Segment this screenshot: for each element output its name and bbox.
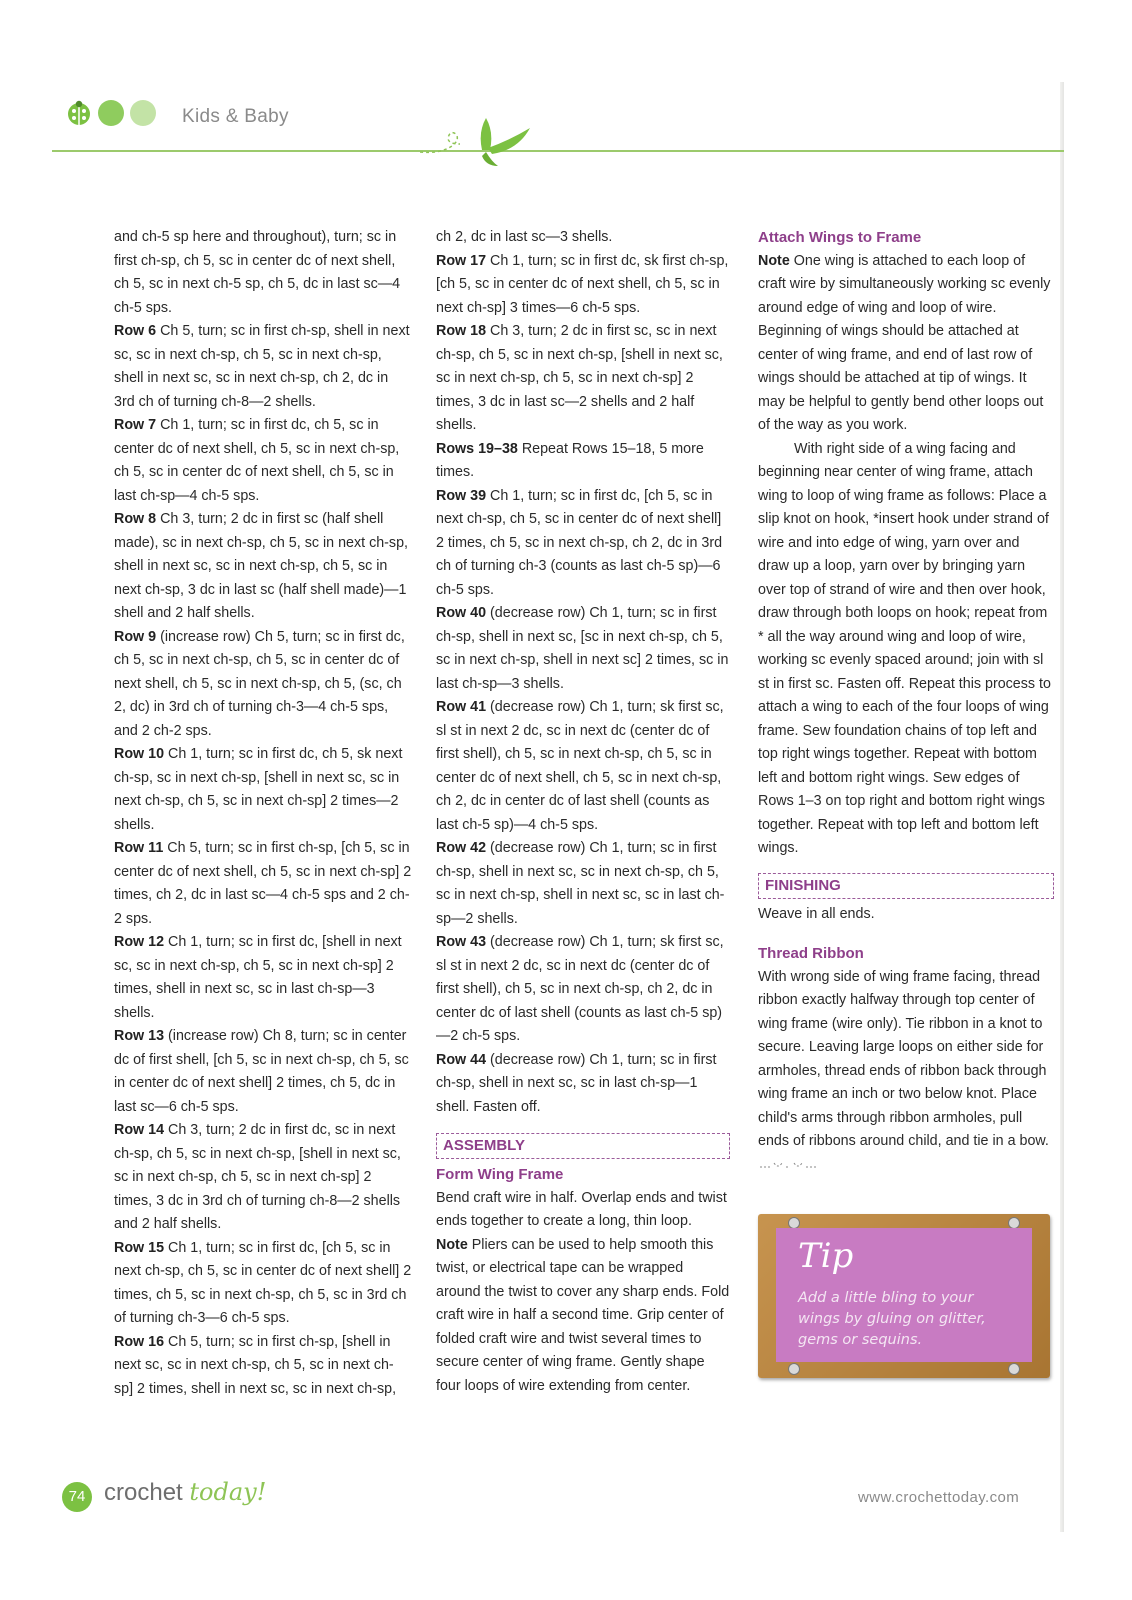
row-instruction: Row 6 Ch 5, turn; sc in first ch-sp, shell in next sc, sc in next ch-sp, ch 5, sc in next ch-sp, shell in next sc, sc in next ch-sp, ch 2, dc in 3rd ch of turning ch-8—2 shells. [114, 323, 410, 410]
tip-text: Add a little bling to your wings by gluing on glitter, gems or sequins. [798, 1290, 986, 1348]
note-paragraph: Note Pliers can be used to help smooth this twist, or electrical tape can be wrapped around the twist to cover any sharp ends. Fold craft wire in half a second time. Grip center of folded craft wire and twist several times to secure center of wing frame. Gently shape four loops of wire extending from center. [436, 1236, 730, 1394]
finishing-heading: FINISHING [758, 873, 1054, 899]
attach-wings-heading: Attach Wings to Frame [758, 229, 922, 246]
row-instruction: Row 14 Ch 3, turn; 2 dc in first dc, sc in next ch-sp, ch 5, sc in next ch-sp, [shell in next sc, sc in next ch-sp, ch 5, sc in next ch-sp] 2 times, 3 dc in 3rd ch of turning ch-8—2 shells and 2 half shells. [114, 1122, 401, 1232]
note-paragraph: Note One wing is attached to each loop of craft wire by simultaneously working sc evenly around edge of wing and loop of wire. Beginning of wings should be attached at center of wing frame, and end of last row of wings should be attached at tip of wings. It may be helpful to gently bend other loops out of the way as you work. [758, 252, 1051, 433]
thread-ribbon-heading: Thread Ribbon [758, 945, 864, 962]
assembly-heading: ASSEMBLY [436, 1133, 730, 1159]
page-number: 74 [62, 1482, 92, 1512]
brand-logo: crochet today! [104, 1478, 267, 1506]
website-url: www.crochettoday.com [858, 1489, 1020, 1506]
row-instruction: Rows 19–38 Repeat Rows 15–18, 5 more times. [436, 440, 704, 480]
header-dots [66, 100, 156, 126]
row-instruction: Row 16 Ch 5, turn; sc in first ch-sp, [shell in next sc, sc in next ch-sp, ch 5, sc in next ch-sp] 2 times, shell in next sc, sc in next ch-sp, [114, 1333, 397, 1397]
row-instruction: Row 39 Ch 1, turn; sc in first dc, [ch 5, sc in next ch-sp, ch 5, sc in center dc of next shell] 2 times, ch 5, sc in next ch-sp, ch 2, dc in 3rd ch of turning ch-3 (counts as last ch-5 sp)—6 ch-5 sps. [436, 487, 723, 598]
section-title: Kids & Baby [182, 106, 289, 127]
row-instruction: Row 42 (decrease row) Ch 1, turn; sc in first ch-sp, shell in next sc, sc in next ch-sp, ch 5, sc in next ch-sp, shell in next sc, sc in last ch-sp—2 shells. [436, 840, 725, 927]
header-rule [52, 150, 1064, 152]
row-instruction: Row 13 (increase row) Ch 8, turn; sc in center dc of first shell, [ch 5, sc in next ch-sp, ch 5, sc in center dc of next shell] 2 times, ch 5, dc in last sc—6 ch-5 sps. [114, 1028, 409, 1115]
row-instruction: Row 15 Ch 1, turn; sc in first dc, [ch 5, sc in next ch-sp, ch 5, sc in center dc of next shell] 2 times, ch 5, sc in next ch-sp, ch 5, sc in 3rd ch of turning ch-3—6 ch-5 sps. [114, 1239, 412, 1326]
tip-panel [776, 1228, 1032, 1362]
page-edge [1060, 82, 1064, 1532]
row-instruction: Row 8 Ch 3, turn; 2 dc in first sc (half shell made), sc in next ch-sp, ch 5, sc in next ch-sp, shell in next sc, sc in next ch-sp, ch 5, sc in next ch-sp, 3 dc in last sc (half shell made)—1 shell and 2 half shells. [114, 511, 409, 621]
row-instruction: Row 41 (decrease row) Ch 1, turn; sk first sc, sl st in next 2 dc, sc in next dc (center dc of first shell), ch 5, sc in next ch-sp, ch 5, sc in center dc of next shell, ch 5, sc in next ch-sp, ch 2, dc in center dc of last shell (counts as last ch-5 sp)—4 ch-5 sps. [436, 699, 724, 833]
tip-title: Tip [798, 1236, 854, 1276]
column-1 [114, 226, 412, 1401]
form-wing-frame-heading: Form Wing Frame [436, 1166, 564, 1183]
row-instruction: Row 18 Ch 3, turn; 2 dc in first sc, sc in next ch-sp, ch 5, sc in next ch-sp, [shell in next sc, sc in next ch-sp, ch 5, sc in next ch-sp] 2 times, 3 dc in last sc—2 shells and 2 half shells. [436, 323, 723, 433]
row-instruction: Row 7 Ch 1, turn; sc in first dc, ch 5, sc in center dc of next shell, ch 5, sc in next ch-sp, ch 5, sc in center dc of next shell, ch 5, sc in last ch-sp—4 ch-5 sps. [114, 417, 400, 504]
row-instruction: Row 17 Ch 1, turn; sc in first dc, sk first ch-sp, [ch 5, sc in center dc of next shell, ch 5, sc in next ch-sp] 3 times—6 ch-5 sps. [436, 252, 729, 316]
nail-icon [1008, 1363, 1020, 1375]
text-paragraph: With wrong side of wing frame facing, thread ribbon exactly halfway through top center of wing frame (wire only). Tie ribbon in a knot to secure. Leaving large loops on either side for armholes, thread ends of ribbon back through wing frame an inch or two below knot. Place child's arms through ribbon armholes, pull ends of ribbons around child, and tie in a bow. [758, 966, 1054, 1178]
column-3 [758, 226, 1054, 1177]
row-instruction: Row 10 Ch 1, turn; sc in first dc, ch 5, sk next ch-sp, sc in next ch-sp, [shell in next sc, sc in next ch-sp, ch 5, sc in next ch-sp] 2 times—2 shells. [114, 746, 403, 833]
text-paragraph: With right side of a wing facing and beginning near center of wing frame, attach wing to loop of wing frame as follows: Place a slip knot on hook, *insert hook under strand of wire and into edge of wing, yarn over and draw up a loop, yarn over by bringing yarn over top of strand of wire and then over hook, draw through both loops on hook; repeat from * all the way around wing and loop of wire, working sc evenly spaced around; join with sl st in first sc. Fasten off. Repeat this process to attach a wing to each of the four loops of wing frame. Sew foundation chains of top left and top right wings together. Repeat with bottom left and bottom right wings. Sew edges of Rows 1–3 on top right and bottom right wings together. Repeat with top left and bottom left wings. [758, 440, 1051, 856]
text-paragraph: Bend craft wire in half. Overlap ends and twist ends together to create a long, thin loop. [436, 1189, 727, 1229]
nail-icon [788, 1363, 800, 1375]
ladybug-icon [66, 100, 92, 126]
text-paragraph: and ch-5 sp here and throughout), turn; sc in first ch-sp, ch 5, sc in center dc of next shell, ch 5, sc in next ch-5 sp, ch 5, dc in last sc—4 ch-5 sps. [114, 229, 401, 316]
text-paragraph: ch 2, dc in last sc—3 shells. [436, 229, 613, 245]
row-instruction: Row 43 (decrease row) Ch 1, turn; sk first sc, sl st in next 2 dc, sc in next dc (center dc of first shell), ch 5, sc in next ch-sp, ch 2, dc in center dc of last shell (counts as last ch-5 sp)—2 ch-5 sps. [436, 934, 724, 1044]
row-instruction: Row 12 Ch 1, turn; sc in first dc, [shell in next sc, sc in next ch-sp, ch 5, sc in next ch-sp] 2 times, shell in next sc, sc in last ch-sp—3 shells. [114, 934, 402, 1021]
text-paragraph: Weave in all ends. [758, 905, 875, 922]
row-instruction: Row 11 Ch 5, turn; sc in first ch-sp, [ch 5, sc in center dc of next shell, ch 5, sc in next ch-sp] 2 times, ch 2, dc in last sc—4 ch-5 sps and 2 ch-2 sps. [114, 840, 412, 927]
row-instruction: Row 9 (increase row) Ch 5, turn; sc in first dc, ch 5, sc in next ch-sp, ch 5, sc in center dc of next shell, ch 5, sc in next ch-sp, ch 5, (sc, ch 2, dc) in 3rd ch of turning ch-3—4 ch-5 sps, and 2 ch-2 sps. [114, 628, 405, 739]
end-mark-icon [760, 1159, 820, 1171]
column-2 [436, 226, 730, 1398]
row-instruction: Row 40 (decrease row) Ch 1, turn; sc in first ch-sp, shell in next sc, [sc in next ch-sp, ch 5, sc in next ch-sp, shell in next sc] 2 times, sc in last ch-sp—3 shells. [436, 605, 729, 692]
row-instruction: Row 44 (decrease row) Ch 1, turn; sc in first ch-sp, shell in next sc, sc in last ch-sp—1 shell. Fasten off. [436, 1051, 717, 1115]
tip-box [758, 1214, 1050, 1378]
green-dot [98, 100, 124, 126]
light-green-dot [130, 100, 156, 126]
butterfly-icon [420, 110, 550, 170]
